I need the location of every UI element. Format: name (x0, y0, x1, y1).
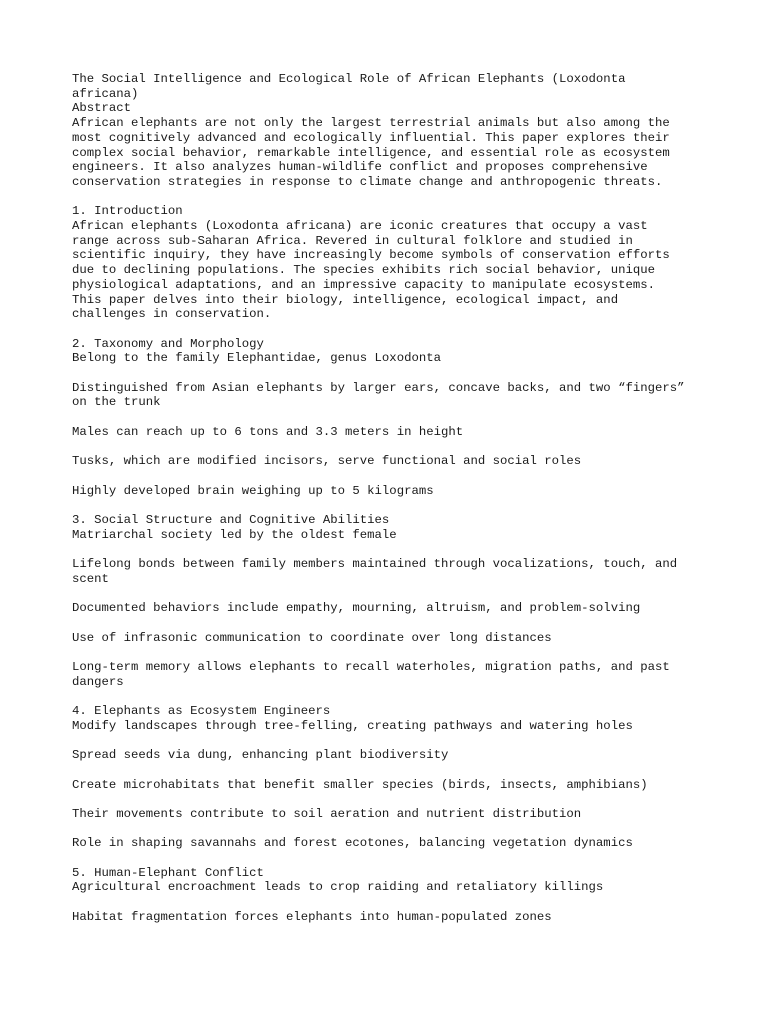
text-line: dangers (72, 674, 124, 689)
abstract-heading: Abstract (72, 101, 132, 116)
paragraph-gap (72, 645, 702, 660)
paragraph-gap (72, 410, 702, 425)
text-line: Matriarchal society led by the oldest female (72, 527, 397, 542)
text-line: range across sub-Saharan Africa. Revered in cultural folklore and studied in (72, 233, 633, 248)
text-line: This paper delves into their biology, intelligence, ecological impact, and (72, 292, 619, 307)
section-heading: 5. Human-Elephant Conflict (72, 865, 264, 880)
paragraph-gap (72, 792, 702, 807)
paragraph (72, 351, 702, 366)
section (72, 513, 702, 689)
section-heading: 1. Introduction (72, 204, 183, 219)
text-line: Agricultural encroachment leads to crop raiding and retaliatory killings (72, 880, 604, 895)
text-line: scent (72, 571, 109, 586)
text-line: Lifelong bonds between family members maintained through vocalizations, touch, and (72, 557, 678, 572)
paragraph (72, 454, 702, 469)
paragraph (72, 631, 702, 646)
section-heading: 3. Social Structure and Cognitive Abilities (72, 512, 390, 527)
text-line: Highly developed brain weighing up to 5 kilograms (72, 483, 434, 498)
section-gap (72, 322, 702, 337)
text-line: Use of infrasonic communication to coordinate over long distances (72, 630, 552, 645)
section (72, 337, 702, 499)
abstract-text (72, 116, 702, 190)
text-line: African elephants are not only the largest terrestrial animals but also among the (72, 116, 670, 131)
text-line: Distinguished from Asian elephants by larger ears, concave backs, and two “fingers” (72, 380, 685, 395)
text-line: physiological adaptations, and an impressive capacity to manipulate ecosystems. (72, 277, 655, 292)
section (72, 204, 702, 322)
paragraph-gap (72, 366, 702, 381)
text-line: Habitat fragmentation forces elephants into human-populated zones (72, 909, 552, 924)
section-heading: 2. Taxonomy and Morphology (72, 336, 264, 351)
paragraph (72, 910, 702, 925)
paragraph (72, 425, 702, 440)
paragraph-gap (72, 542, 702, 557)
title-line: The Social Intelligence and Ecological Role of African Elephants (Loxodonta (72, 72, 626, 86)
text-line: challenges in conservation. (72, 307, 272, 322)
section-gap (72, 498, 702, 513)
text-line: Spread seeds via dung, enhancing plant biodiversity (72, 748, 449, 763)
text-line: most cognitively advanced and ecologically influential. This paper explores their (72, 130, 670, 145)
text-line: Long-term memory allows elephants to recall waterholes, migration paths, and past (72, 659, 670, 674)
paragraph (72, 484, 702, 499)
paragraph (72, 660, 702, 689)
text-line: Males can reach up to 6 tons and 3.3 meters in height (72, 424, 464, 439)
section-heading: 4. Elephants as Ecosystem Engineers (72, 704, 331, 719)
section-gap (72, 190, 702, 205)
document-page (72, 72, 702, 925)
paragraph (72, 528, 702, 543)
text-line: Role in shaping savannahs and forest ecotones, balancing vegetation dynamics (72, 836, 633, 851)
text-line: on the trunk (72, 395, 161, 410)
text-line: Tusks, which are modified incisors, serve functional and social roles (72, 454, 582, 469)
text-line: Belong to the family Elephantidae, genus Loxodonta (72, 351, 441, 366)
paragraph (72, 807, 702, 822)
paragraph-gap (72, 822, 702, 837)
paragraph-gap (72, 616, 702, 631)
paragraph-gap (72, 763, 702, 778)
text-line: Documented behaviors include empathy, mourning, altruism, and problem-solving (72, 601, 641, 616)
text-line: Create microhabitats that benefit smaller species (birds, insects, amphibians) (72, 777, 648, 792)
text-line: Modify landscapes through tree-felling, creating pathways and watering holes (72, 718, 633, 733)
text-line: engineers. It also analyzes human-wildlife conflict and proposes comprehensive (72, 160, 648, 175)
document-title (72, 72, 702, 101)
section (72, 866, 702, 925)
paragraph-gap (72, 895, 702, 910)
section (72, 704, 702, 851)
paragraph (72, 601, 702, 616)
text-line: scientific inquiry, they have increasingly become symbols of conservation efforts (72, 248, 670, 263)
paragraph (72, 557, 702, 586)
title-line: africana) (72, 86, 139, 101)
paragraph (72, 778, 702, 793)
section-gap (72, 851, 702, 866)
text-line: complex social behavior, remarkable intelligence, and essential role as ecosystem (72, 145, 670, 160)
paragraph-gap (72, 469, 702, 484)
section-gap (72, 689, 702, 704)
text-line: due to declining populations. The species exhibits rich social behavior, unique (72, 263, 655, 278)
paragraph (72, 219, 702, 322)
paragraph (72, 836, 702, 851)
paragraph (72, 748, 702, 763)
document-sections (72, 190, 702, 925)
text-line: conservation strategies in response to climate change and anthropogenic threats. (72, 174, 663, 189)
text-line: Their movements contribute to soil aeration and nutrient distribution (72, 806, 582, 821)
paragraph-gap (72, 440, 702, 455)
paragraph (72, 880, 702, 895)
text-line: African elephants (Loxodonta africana) are iconic creatures that occupy a vast (72, 219, 648, 234)
paragraph-gap (72, 586, 702, 601)
paragraph (72, 381, 702, 410)
paragraph-gap (72, 733, 702, 748)
paragraph (72, 719, 702, 734)
